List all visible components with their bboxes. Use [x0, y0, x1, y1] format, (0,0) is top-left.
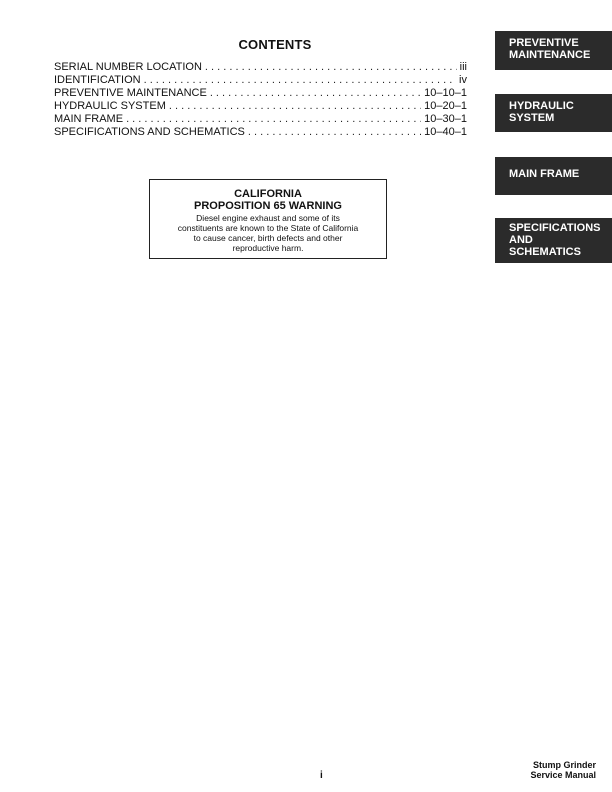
tab-specifications-and-schematics[interactable] [495, 218, 612, 263]
toc-dot-leader [126, 113, 421, 126]
toc-entry-serial-number-location[interactable] [54, 61, 467, 74]
manual-title-line1: Stump Grinder [532, 760, 596, 770]
manual-title [530, 760, 596, 780]
warning-body [150, 213, 386, 253]
toc-entry-specifications-and-schematics[interactable] [54, 126, 467, 139]
toc-entry-page: 10–20–1 [424, 100, 467, 112]
warning-body-line: Diesel engine exhaust and some of its [196, 213, 340, 223]
toc-entry-label: PREVENTIVE MAINTENANCE [54, 87, 207, 99]
tab-label: SPECIFICATIONS AND SCHEMATICS [509, 222, 601, 258]
toc-entry-label: IDENTIFICATION [54, 74, 141, 86]
warning-title-line2: PROPOSITION 65 WARNING [194, 200, 342, 212]
toc-entry-label: HYDRAULIC SYSTEM [54, 100, 166, 112]
tab-main-frame[interactable] [495, 157, 612, 195]
toc-entry-page: iv [459, 74, 467, 86]
toc-entry-page: 10–40–1 [424, 126, 467, 138]
toc-entry-preventive-maintenance[interactable] [54, 87, 467, 100]
tab-hydraulic-system[interactable] [495, 94, 612, 132]
tab-preventive-maintenance[interactable] [495, 31, 612, 70]
toc-entry-page: 10–30–1 [424, 113, 467, 125]
toc-dot-leader [248, 126, 421, 139]
warning-title-line1: CALIFORNIA [234, 188, 302, 200]
toc-dot-leader [210, 87, 421, 100]
toc-entry-page: iii [459, 61, 467, 73]
toc-entry-hydraulic-system[interactable] [54, 100, 467, 113]
contents-title: CONTENTS [238, 37, 312, 52]
toc-dot-leader [169, 100, 421, 113]
tab-label: PREVENTIVE MAINTENANCE [509, 37, 591, 61]
toc-entry-label: MAIN FRAME [54, 113, 124, 125]
toc-entry-label: SPECIFICATIONS AND SCHEMATICS [54, 126, 245, 138]
tab-label: HYDRAULIC SYSTEM [509, 100, 574, 124]
warning-body-line: reproductive harm. [232, 243, 304, 253]
toc-entry-page: 10–10–1 [424, 87, 467, 99]
warning-body-line: to cause cancer, birth defects and other [193, 233, 343, 243]
toc-entry-main-frame[interactable] [54, 113, 467, 126]
toc-dot-leader [144, 74, 456, 87]
toc-dot-leader [205, 61, 457, 74]
toc-entry-label: SERIAL NUMBER LOCATION [54, 61, 202, 73]
table-of-contents [54, 61, 467, 139]
toc-entry-identification[interactable] [54, 74, 467, 87]
prop65-warning-box [149, 179, 387, 259]
page-number: i [320, 770, 323, 781]
tab-label: MAIN FRAME [509, 168, 580, 180]
warning-body-line: constituents are known to the State of California [177, 223, 359, 233]
manual-title-line2: Service Manual [530, 770, 596, 780]
